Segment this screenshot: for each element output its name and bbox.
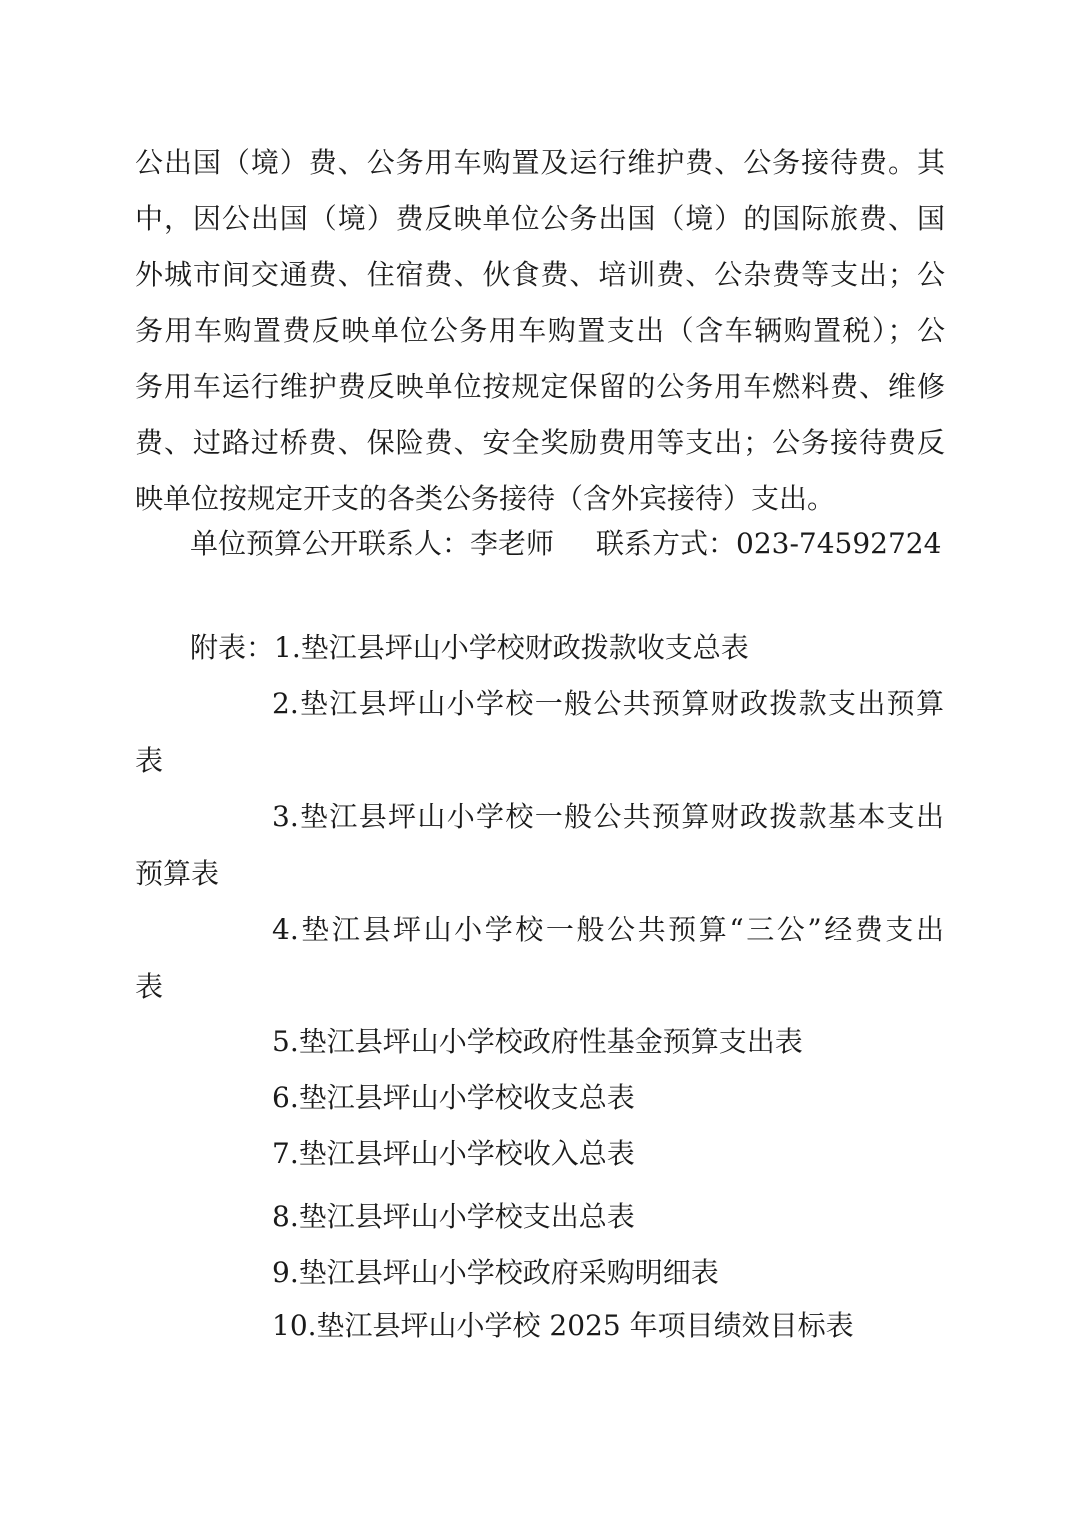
attachment-item: 3.垫江县坪山小学校一般公共预算财政拨款基本支出 [272,800,944,833]
attachment-item: 10.垫江县坪山小学校 2025 年项目绩效目标表 [272,1309,854,1342]
body-line: 中，因公出国（境）费反映单位公务出国（境）的国际旅费、国 [135,202,945,235]
attachment-item-continuation: 表 [135,970,164,1003]
attachment-item-continuation: 表 [135,744,164,777]
contact-phone: 联系方式：023-74592724 [596,527,942,560]
attachment-item: 1.垫江县坪山小学校财政拨款收支总表 [274,631,749,664]
body-line: 费、过路过桥费、保险费、安全奖励费用等支出；公务接待费反 [135,426,945,459]
contact-person: 单位预算公开联系人：李老师 [190,527,555,560]
attachment-item: 8.垫江县坪山小学校支出总表 [272,1200,635,1233]
body-line: 外城市间交通费、住宿费、伙食费、培训费、公杂费等支出；公 [135,258,945,291]
attachment-item: 4.垫江县坪山小学校一般公共预算“三公”经费支出 [272,913,944,946]
attachment-item: 2.垫江县坪山小学校一般公共预算财政拨款支出预算 [272,687,944,720]
body-line: 务用车运行维护费反映单位按规定保留的公务用车燃料费、维修 [135,370,945,403]
body-line: 公出国（境）费、公务用车购置及运行维护费、公务接待费。其 [135,146,945,179]
body-line: 务用车购置费反映单位公务用车购置支出（含车辆购置税）；公 [135,314,945,347]
attachment-item: 6.垫江县坪山小学校收支总表 [272,1081,635,1114]
attachment-label: 附表： [190,631,275,664]
attachment-item: 7.垫江县坪山小学校收入总表 [272,1137,635,1170]
body-line: 映单位按规定开支的各类公务接待（含外宾接待）支出。 [135,482,836,515]
attachment-item-continuation: 预算表 [135,857,220,890]
attachment-first-line [190,628,950,668]
attachment-item: 9.垫江县坪山小学校政府采购明细表 [272,1256,719,1289]
attachment-item: 5.垫江县坪山小学校政府性基金预算支出表 [272,1025,803,1058]
contact-line [190,524,950,564]
